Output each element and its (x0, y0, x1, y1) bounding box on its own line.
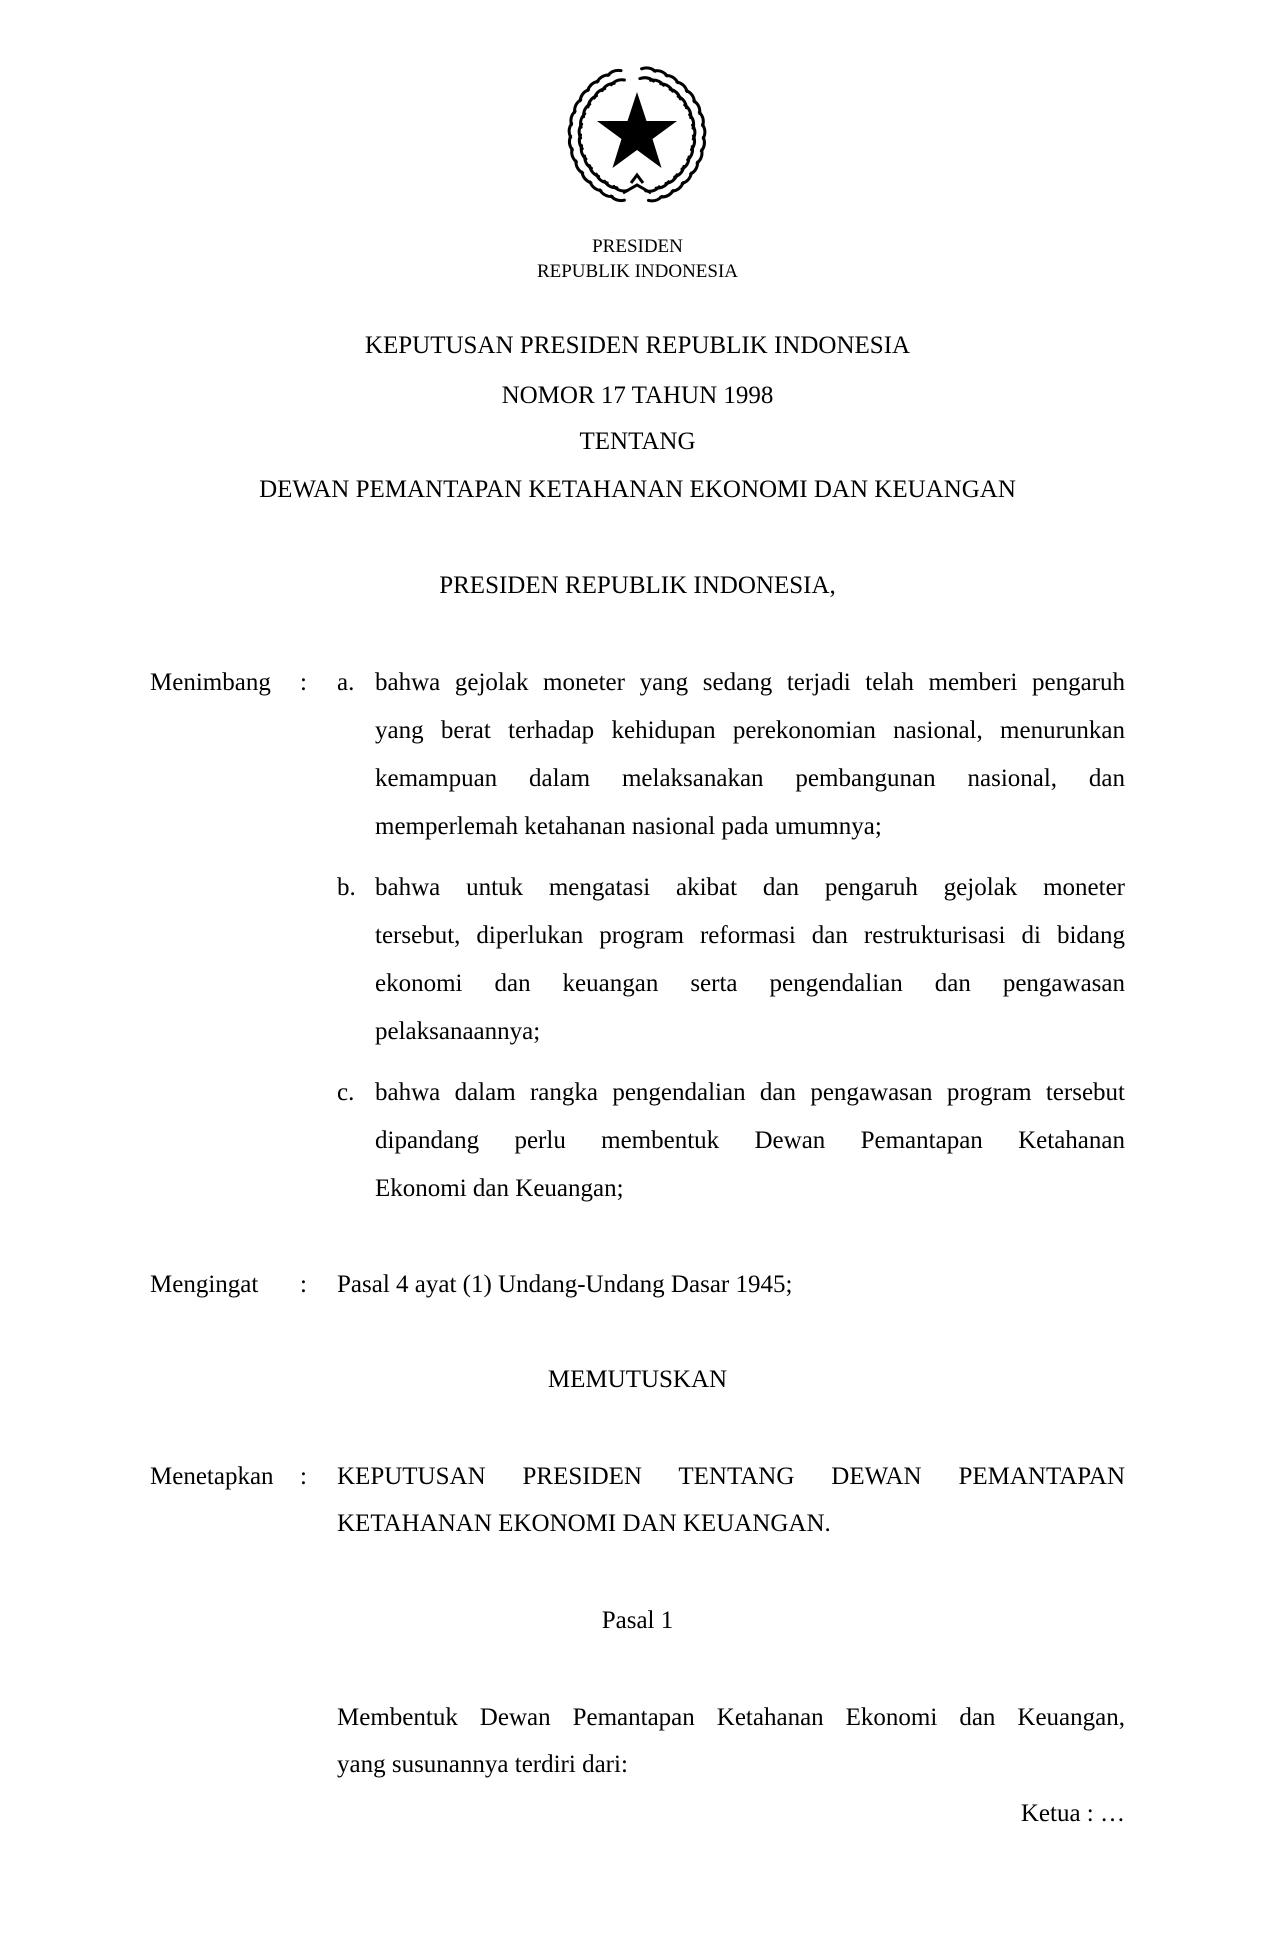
wreath-leaf (611, 80, 624, 85)
mengingat-label: Mengingat (150, 1271, 259, 1298)
letterhead-line2: REPUBLIK INDONESIA (536, 261, 739, 282)
item-a-line: kemampuan dalam melaksanakan pembangunan nasional, dan (375, 765, 1125, 792)
menetapkan-label: Menetapkan (150, 1463, 274, 1490)
title-line3: TENTANG (579, 428, 696, 455)
pasal-1-line: yang susunannya terdiri dari: (337, 1751, 628, 1778)
title-line4: DEWAN PEMANTAPAN KETAHANAN EKONOMI DAN KEUANGAN (259, 476, 1016, 503)
item-c-line: bahwa dalam rangka pengendalian dan pengawasan program tersebut (375, 1079, 1125, 1106)
item-c-line: Ekonomi dan Keuangan; (375, 1175, 624, 1202)
menimbang-label: Menimbang (150, 669, 271, 696)
title-line1: KEPUTUSAN PRESIDEN REPUBLIK INDONESIA (364, 332, 911, 359)
wreath-leaf (648, 197, 661, 201)
menetapkan-line: KETAHANAN EKONOMI DAN KEUANGAN. (337, 1510, 831, 1537)
item-a-line: bahwa gejolak moneter yang sedang terjadi telah memberi pengaruh (375, 669, 1125, 696)
item-b-line: ekonomi dan keuangan serta pengendalian dan pengawasan (375, 970, 1125, 997)
item-c-line: dipandang perlu membentuk Dewan Pemantapan Ketahanan (375, 1127, 1125, 1154)
title-line2: NOMOR 17 TAHUN 1998 (501, 382, 774, 409)
memutuskan-heading: MEMUTUSKAN (547, 1366, 728, 1393)
item-b-line: pelaksanaannya; (375, 1018, 541, 1045)
letterhead-line1: PRESIDEN (592, 236, 683, 257)
presidential-seal-emblem (557, 55, 717, 215)
item-b-marker: b. (337, 874, 356, 901)
pasal-1-line: Membentuk Dewan Pemantapan Ketahanan Ekonomi dan Keuangan, (337, 1704, 1125, 1731)
item-a-line: memperlemah ketahanan nasional pada umumnya; (375, 813, 882, 840)
pasal-1-heading: Pasal 1 (601, 1607, 674, 1634)
item-c-marker: c. (337, 1079, 355, 1106)
preamble: PRESIDEN REPUBLIK INDONESIA, (439, 572, 836, 599)
page-continuation: Ketua : … (1020, 1800, 1125, 1827)
menetapkan-line: KEPUTUSAN PRESIDEN TENTANG DEWAN PEMANTAPAN (337, 1463, 1125, 1490)
menimbang-colon: : (300, 669, 307, 696)
mengingat-text: Pasal 4 ayat (1) Undang-Undang Dasar 1945; (337, 1271, 793, 1298)
item-b-line: tersebut, diperlukan program reformasi dan restrukturisasi di bidang (375, 922, 1125, 949)
mengingat-colon: : (300, 1271, 307, 1298)
item-a-marker: a. (337, 669, 355, 696)
wreath-leaf (608, 70, 621, 75)
menetapkan-colon: : (300, 1463, 307, 1490)
item-b-line: bahwa untuk mengatasi akibat dan pengaruh gejolak moneter (375, 874, 1125, 901)
item-a-line: yang berat terhadap kehidupan perekonomian nasional, menurunkan (375, 717, 1125, 744)
